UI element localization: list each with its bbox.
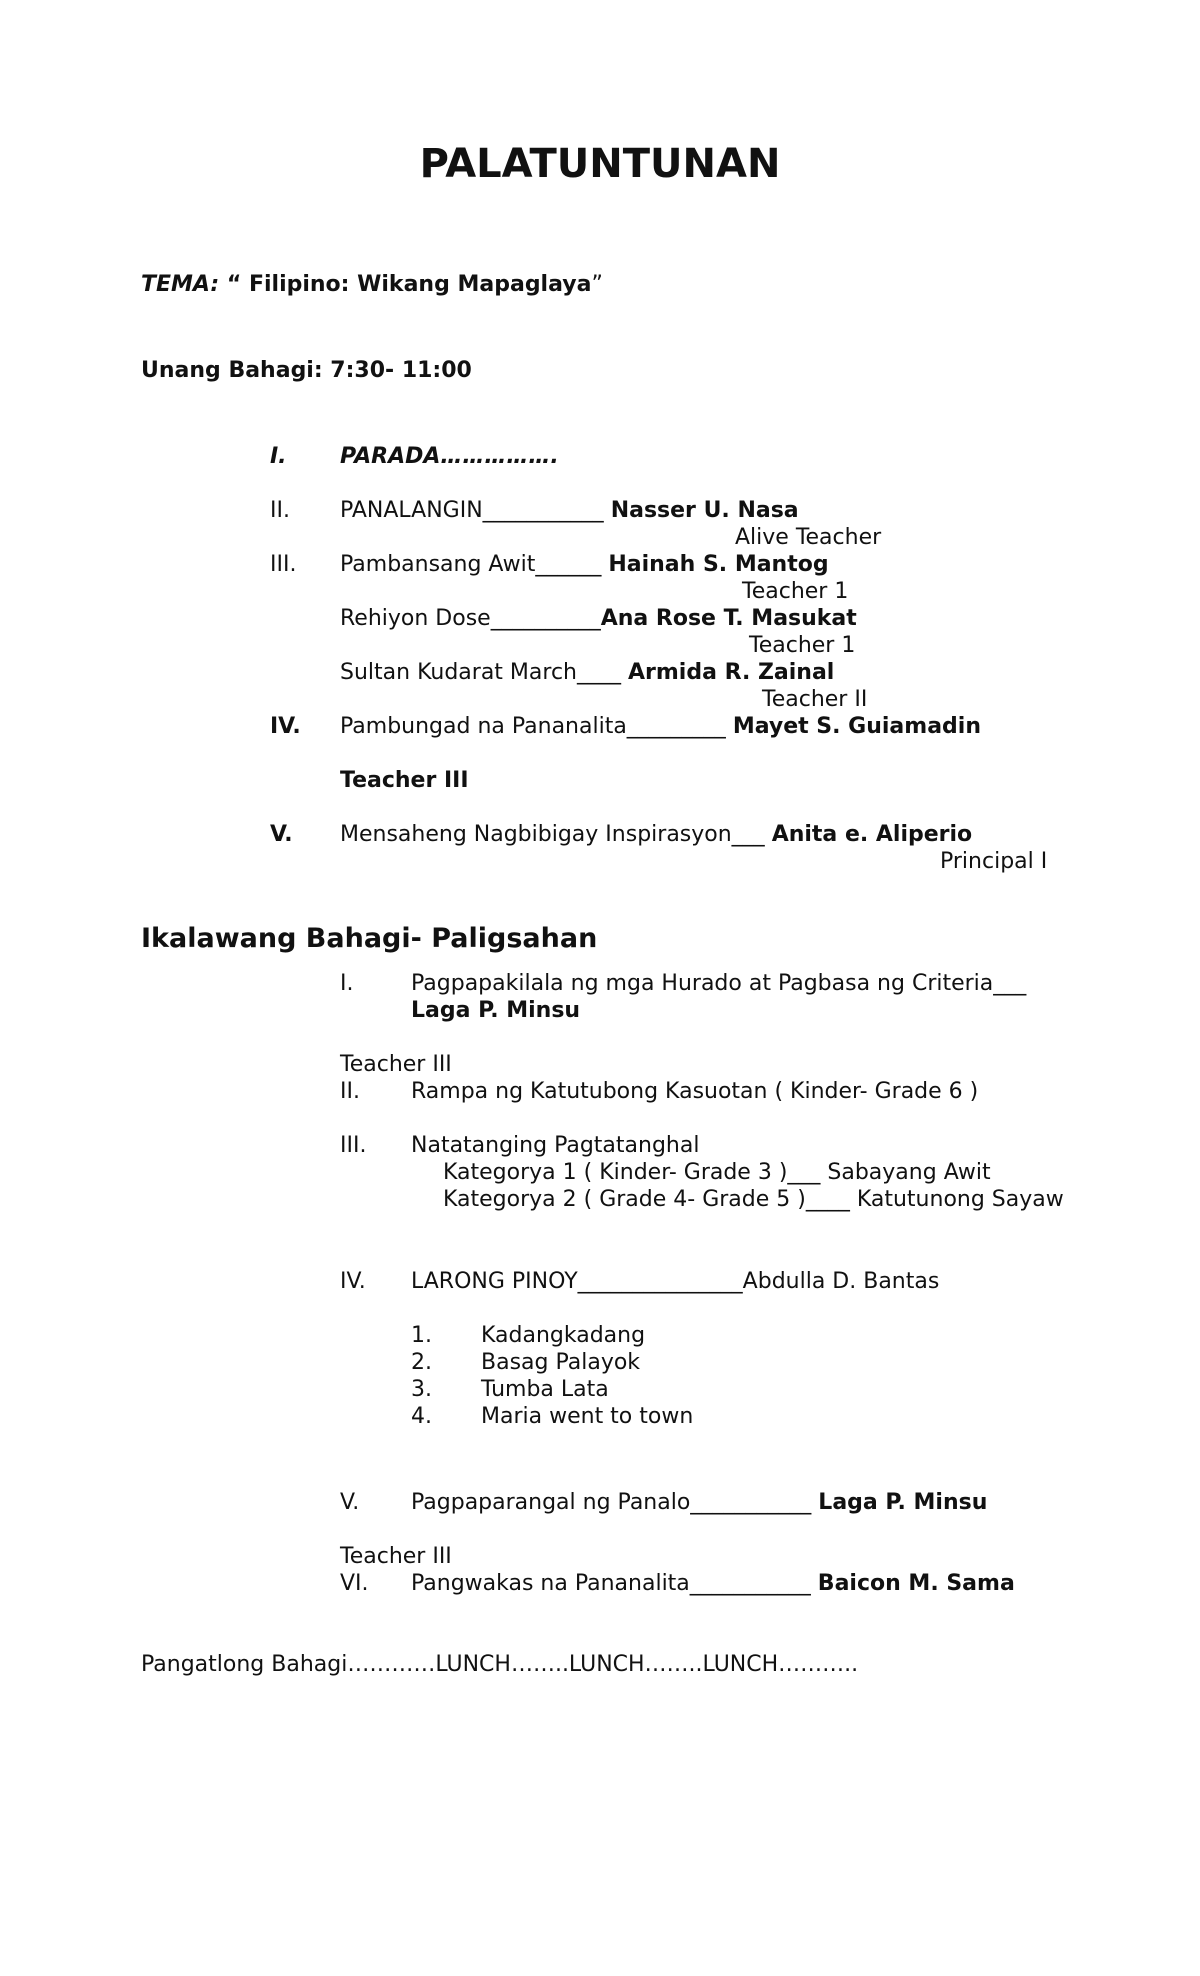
unang-item-2-name: Nasser U. Nasa <box>610 498 799 523</box>
unang-item-7-role: Principal I <box>940 849 1048 874</box>
unang-item-6-line <box>340 713 981 741</box>
ikalawang-item-2-text: Rampa ng Katutubong Kasuotan ( Kinder- Grade 6 ) <box>411 1079 979 1104</box>
unang-item-5-text: Sultan Kudarat March____ <box>340 660 621 685</box>
unang-item-3-num: III. <box>270 552 297 577</box>
unang-item-4-text: Rehiyon Dose__________ <box>340 606 601 631</box>
unang-item-3-role: Teacher 1 <box>742 579 849 604</box>
game-1-text: Kadangkadang <box>481 1323 646 1348</box>
kategorya-2: Kategorya 2 ( Grade 4- Grade 5 )____ Katutunong Sayaw <box>443 1187 1064 1212</box>
unang-item-1-num: I. <box>270 444 287 469</box>
ikalawang-item-5-role: Teacher III <box>340 1544 452 1569</box>
ikalawang-item-5-name: Laga P. Minsu <box>818 1490 988 1515</box>
tema-close-quote: ” <box>591 272 603 297</box>
game-4-num: 4. <box>411 1404 432 1429</box>
ikalawang-item-1-role: Teacher III <box>340 1052 452 1077</box>
game-3-num: 3. <box>411 1377 432 1402</box>
unang-item-1-text: PARADA……………. <box>340 444 559 469</box>
ikalawang-bahagi-heading: Ikalawang Bahagi- Paligsahan <box>141 923 598 954</box>
unang-item-6-text: Pambungad na Pananalita_________ <box>340 714 726 739</box>
ikalawang-item-1-text: Pagpapakilala ng mga Hurado at Pagbasa ng Criteria___ <box>411 971 1027 996</box>
ikalawang-item-5-num: V. <box>340 1490 360 1515</box>
unang-item-7-text: Mensaheng Nagbibigay Inspirasyon___ <box>340 822 765 847</box>
tema-open-quote: “ <box>219 272 249 297</box>
unang-item-2-num: II. <box>270 498 290 523</box>
ikalawang-item-3-text: Natatanging Pagtatanghal <box>411 1133 700 1158</box>
unang-item-4-line <box>340 605 857 633</box>
unang-item-2-role: Alive Teacher <box>735 525 882 550</box>
unang-item-4-name: Ana Rose T. Masukat <box>600 606 857 631</box>
unang-item-6-name: Mayet S. Guiamadin <box>732 714 981 739</box>
unang-item-3-name: Hainah S. Mantog <box>608 552 829 577</box>
game-1-num: 1. <box>411 1323 432 1348</box>
unang-item-7-num: V. <box>270 822 293 847</box>
ikalawang-item-6-text: Pangwakas na Pananalita___________ <box>411 1571 811 1596</box>
kategorya-1: Kategorya 1 ( Kinder- Grade 3 )___ Sabayang Awit <box>443 1160 991 1185</box>
unang-item-7-name: Anita e. Aliperio <box>771 822 973 847</box>
ikalawang-item-3-num: III. <box>340 1133 367 1158</box>
page-title: PALATUNTUNAN <box>419 141 781 187</box>
ikalawang-item-4-text: LARONG PINOY_______________Abdulla D. Bantas <box>411 1269 940 1294</box>
pangatlong-bahagi: Pangatlong Bahagi…………LUNCH……..LUNCH……..LUNCH……….. <box>141 1652 859 1677</box>
game-2-num: 2. <box>411 1350 432 1375</box>
ikalawang-item-6-num: VI. <box>340 1571 369 1596</box>
ikalawang-item-5-line <box>411 1489 987 1517</box>
tema-label: TEMA: <box>141 272 220 297</box>
unang-item-5-line <box>340 659 834 687</box>
ikalawang-item-4-num: IV. <box>340 1269 366 1294</box>
unang-bahagi-heading: Unang Bahagi: 7:30- 11:00 <box>141 358 472 383</box>
unang-item-2-text: PANALANGIN___________ <box>340 498 604 523</box>
unang-item-7-line <box>340 821 972 849</box>
unang-item-2-line <box>340 497 799 525</box>
unang-item-5-role: Teacher II <box>762 687 868 712</box>
unang-item-3-line <box>340 551 829 579</box>
game-4-text: Maria went to town <box>481 1404 694 1429</box>
tema-value: Filipino: Wikang Mapaglaya <box>248 272 592 297</box>
ikalawang-item-2-num: II. <box>340 1079 360 1104</box>
unang-item-3-text: Pambansang Awit______ <box>340 552 602 577</box>
unang-item-5-name: Armida R. Zainal <box>628 660 835 685</box>
ikalawang-item-6-line <box>411 1570 1015 1598</box>
ikalawang-item-1-num: I. <box>340 971 354 996</box>
ikalawang-item-6-name: Baicon M. Sama <box>817 1571 1015 1596</box>
game-2-text: Basag Palayok <box>481 1350 641 1375</box>
unang-item-6-role: Teacher III <box>340 768 469 793</box>
game-3-text: Tumba Lata <box>481 1377 609 1402</box>
ikalawang-item-5-text: Pagpaparangal ng Panalo___________ <box>411 1490 812 1515</box>
unang-item-4-role: Teacher 1 <box>749 633 856 658</box>
tema-line <box>141 271 603 299</box>
unang-item-6-num: IV. <box>270 714 301 739</box>
ikalawang-item-1-name: Laga P. Minsu <box>411 998 581 1023</box>
